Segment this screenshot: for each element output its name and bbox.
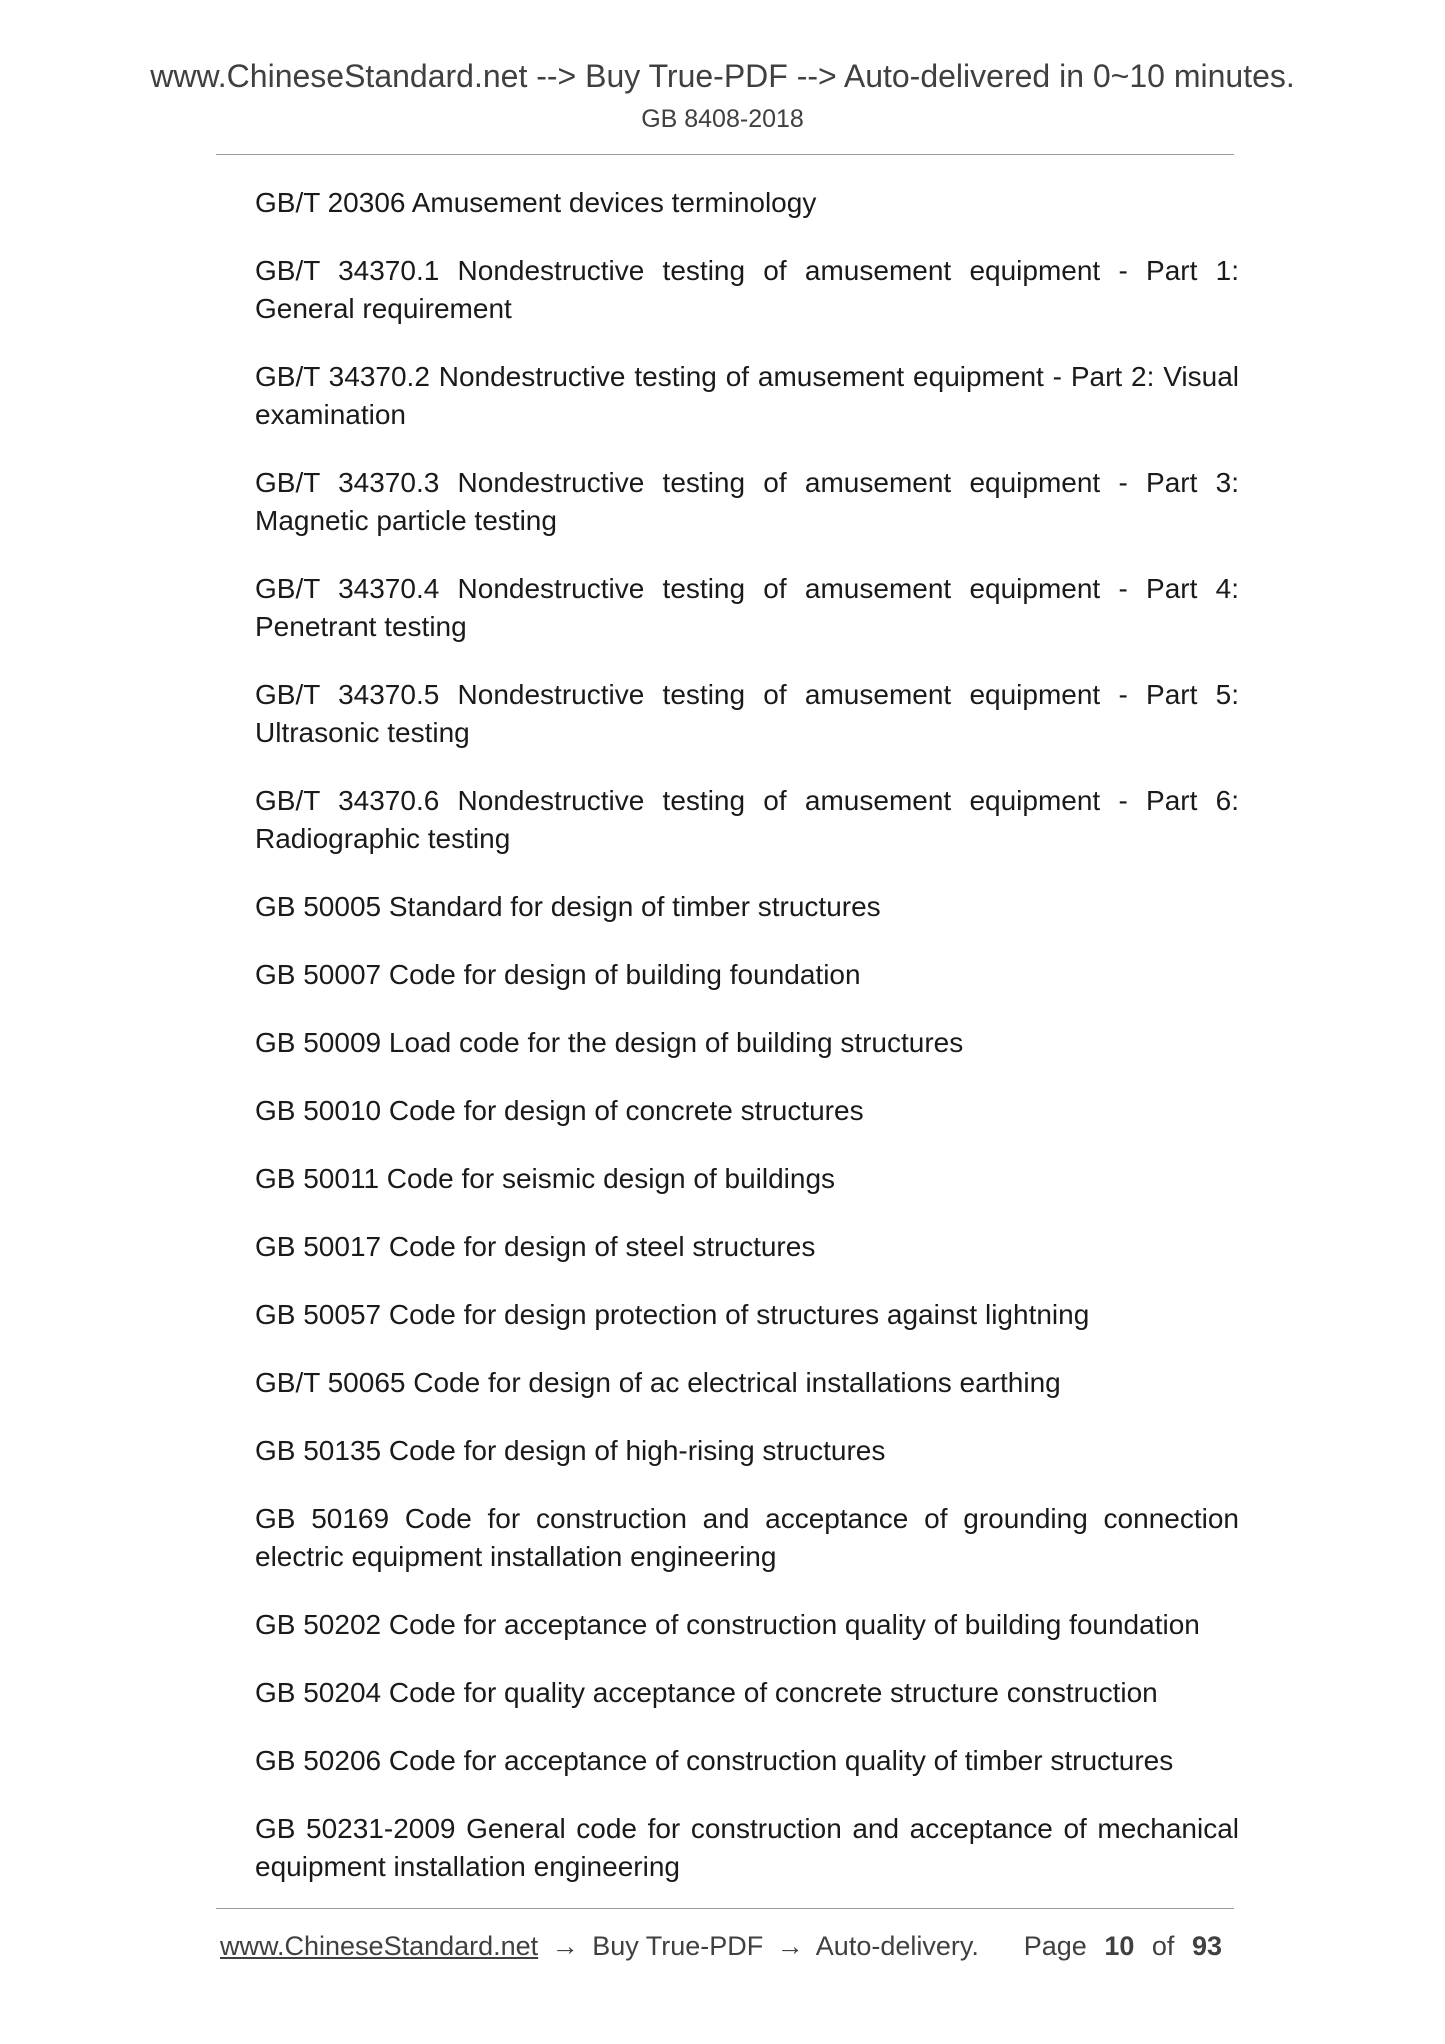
- footer-divider: [216, 1908, 1234, 1909]
- page-footer: [220, 1928, 1232, 1964]
- reference-item: GB 50135 Code for design of high-rising structures: [255, 1435, 886, 1466]
- reference-item: GB/T 34370.6 Nondestructive testing of amusement equipment - Part 6: Radiographic testing: [255, 785, 1239, 854]
- reference-item: GB 50169 Code for construction and acceptance of grounding connection electric equipment installation engineering: [255, 1503, 1239, 1572]
- header-banner: www.ChineseStandard.net --> Buy True-PDF --> Auto-delivered in 0~10 minutes.: [150, 58, 1295, 94]
- of-label: of: [1151, 1931, 1175, 1961]
- reference-item: GB 50011 Code for seismic design of buildings: [255, 1163, 836, 1194]
- reference-item: GB 50010 Code for design of concrete structures: [255, 1095, 864, 1126]
- document-id: GB 8408-2018: [641, 105, 804, 133]
- normative-references-list: [255, 184, 1239, 1916]
- reference-item: GB/T 34370.2 Nondestructive testing of amusement equipment - Part 2: Visual examination: [255, 361, 1239, 430]
- reference-item: GB 50005 Standard for design of timber structures: [255, 891, 881, 922]
- reference-item: GB 50231-2009 General code for construction and acceptance of mechanical equipment installation engineering: [255, 1813, 1239, 1882]
- reference-item: GB 50057 Code for design protection of structures against lightning: [255, 1299, 1090, 1330]
- reference-item: GB 50206 Code for acceptance of construction quality of timber structures: [255, 1745, 1174, 1776]
- reference-item: GB/T 20306 Amusement devices terminology: [255, 187, 817, 218]
- chinesestandard-link[interactable]: www.ChineseStandard.net: [220, 1931, 539, 1961]
- reference-item: GB/T 50065 Code for design of ac electrical installations earthing: [255, 1367, 1061, 1398]
- reference-item: GB 50007 Code for design of building foundation: [255, 959, 861, 990]
- reference-item: GB/T 34370.5 Nondestructive testing of amusement equipment - Part 5: Ultrasonic testing: [255, 679, 1239, 748]
- footer-buy-text: Buy True-PDF: [592, 1931, 764, 1961]
- reference-item: GB/T 34370.1 Nondestructive testing of amusement equipment - Part 1: General requirement: [255, 255, 1239, 324]
- page-number: [1024, 1928, 1232, 1964]
- footer-links: [220, 1928, 979, 1964]
- reference-item: GB/T 34370.4 Nondestructive testing of amusement equipment - Part 4: Penetrant testing: [255, 573, 1239, 642]
- current-page: 10: [1104, 1931, 1135, 1961]
- page-label: Page: [1023, 1931, 1087, 1961]
- header-divider: [216, 154, 1234, 155]
- reference-item: GB 50204 Code for quality acceptance of concrete structure construction: [255, 1677, 1158, 1708]
- total-pages: 93: [1191, 1931, 1222, 1961]
- footer-delivery-text: Auto-delivery.: [815, 1931, 979, 1961]
- reference-item: GB/T 34370.3 Nondestructive testing of amusement equipment - Part 3: Magnetic particle testing: [255, 467, 1239, 536]
- reference-item: GB 50202 Code for acceptance of construction quality of building foundation: [255, 1609, 1200, 1640]
- arrow-right-icon: →: [776, 1931, 804, 1961]
- reference-item: GB 50017 Code for design of steel structures: [255, 1231, 816, 1262]
- reference-item: GB 50009 Load code for the design of building structures: [255, 1027, 964, 1058]
- arrow-right-icon: →: [551, 1931, 579, 1961]
